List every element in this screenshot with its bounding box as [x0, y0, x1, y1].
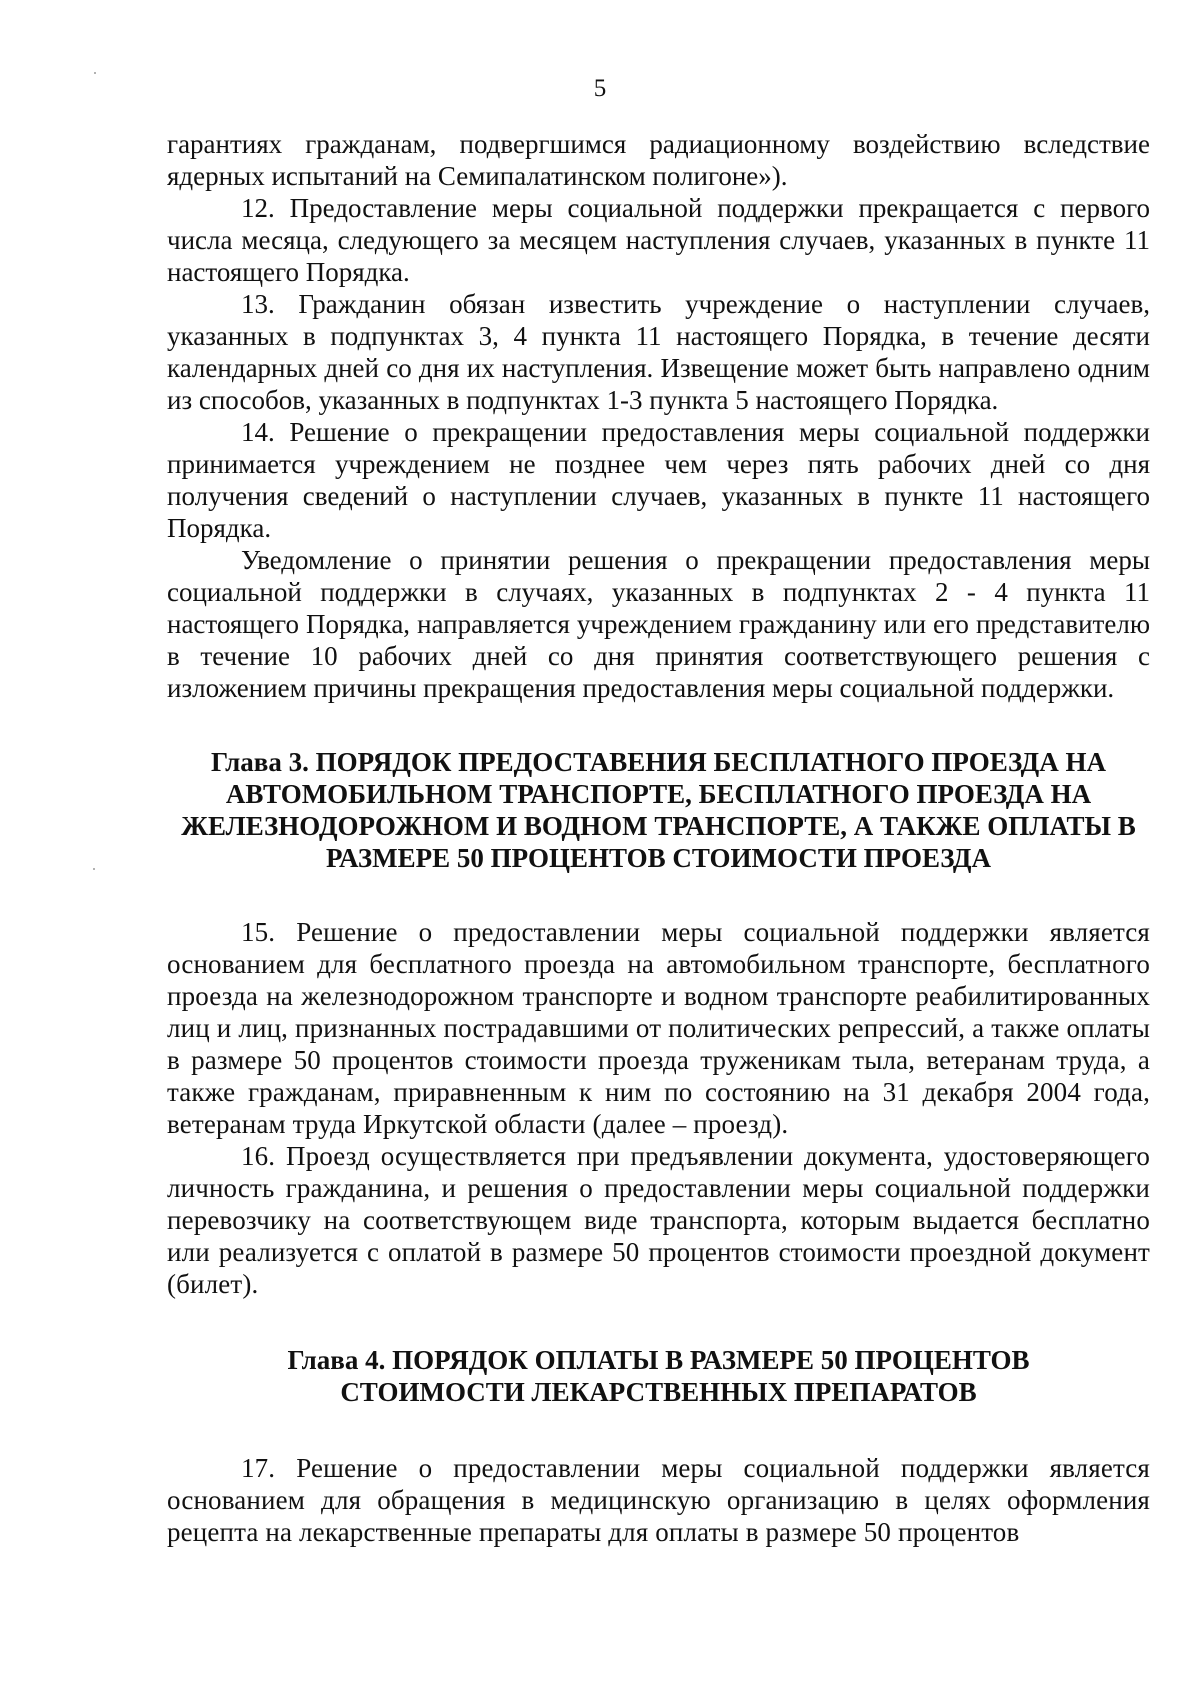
paragraph-continuation: гарантиях гражданам, подвергшимся радиационному воздействию вследствие ядерных испытаний на Семипалатинском полигоне»).	[167, 129, 1150, 191]
chapter-4-heading: Глава 4. ПОРЯДОК ОПЛАТЫ В РАЗМЕРЕ 50 ПРОЦЕНТОВ СТОИМОСТИ ЛЕКАРСТВЕННЫХ ПРЕПАРАТОВ	[287, 1345, 1030, 1407]
paragraph-notification: Уведомление о принятии решения о прекращении предоставления меры социальной поддержки в случаях, указанных в подпунктах 2 - 4 пункта 11 настоящего Порядка, направляется учреждением гражданину или его представителю в течение 10 рабочих дней со дня принятия соответствующего решения с изложением причины прекращения предоставления меры социальной поддержки.	[167, 545, 1150, 703]
paragraph-16: 16. Проезд осуществляется при предъявлении документа, удостоверяющего личность гражданина, и решения о предоставлении меры социальной поддержки перевозчику на соответствующем виде транспорта, которым выдается бесплатно или реализуется с оплатой в размере 50 процентов стоимости проездной документ (билет).	[167, 1141, 1150, 1299]
paragraph-13: 13. Гражданин обязан известить учреждение о наступлении случаев, указанных в подпунктах 3, 4 пункта 11 настоящего Порядка, в течение десяти календарных дней со дня их наступления. Извещение может быть направлено одним из способов, указанных в подпунктах 1-3 пункта 5 настоящего Порядка.	[167, 289, 1150, 415]
paragraph-15: 15. Решение о предоставлении меры социальной поддержки является основанием для бесплатного проезда на автомобильном транспорте, бесплатного проезда на железнодорожном транспорте и водном транспорте реабилитированных лиц и лиц, признанных пострадавшими от политических репрессий, а также оплаты в размере 50 процентов стоимости проезда труженикам тыла, ветеранам труда, а также гражданам, приравненным к ним по состоянию на 31 декабря 2004 года, ветеранам труда Иркутской области (далее – проезд).	[167, 917, 1150, 1139]
paragraph-12: 12. Предоставление меры социальной поддержки прекращается с первого числа месяца, следующего за месяцем наступления случаев, указанных в пункте 11 настоящего Порядка.	[167, 193, 1150, 287]
document-body	[167, 128, 1150, 1548]
paragraph-14: 14. Решение о прекращении предоставления меры социальной поддержки принимается учреждением не позднее чем через пять рабочих дней со дня получения сведений о наступлении случаев, указанных в пункте 11 настоящего Порядка.	[167, 417, 1150, 543]
chapter-3-heading: Глава 3. ПОРЯДОК ПРЕДОСТАВЕНИЯ БЕСПЛАТНОГО ПРОЕЗДА НА АВТОМОБИЛЬНОМ ТРАНСПОРТЕ, БЕСПЛАТНОГО ПРОЕЗДА НА ЖЕЛЕЗНОДОРОЖНОМ И ВОДНОМ ТРАНСПОРТЕ, А ТАКЖЕ ОПЛАТЫ В РАЗМЕРЕ 50 ПРОЦЕНТОВ СТОИМОСТИ ПРОЕЗДА	[181, 747, 1136, 873]
page-number: 5	[593, 75, 607, 102]
paragraph-17: 17. Решение о предоставлении меры социальной поддержки является основанием для обращения в медицинскую организацию в целях оформления рецепта на лекарственные препараты для оплаты в размере 50 процентов	[167, 1453, 1150, 1547]
scan-speck	[93, 868, 95, 870]
